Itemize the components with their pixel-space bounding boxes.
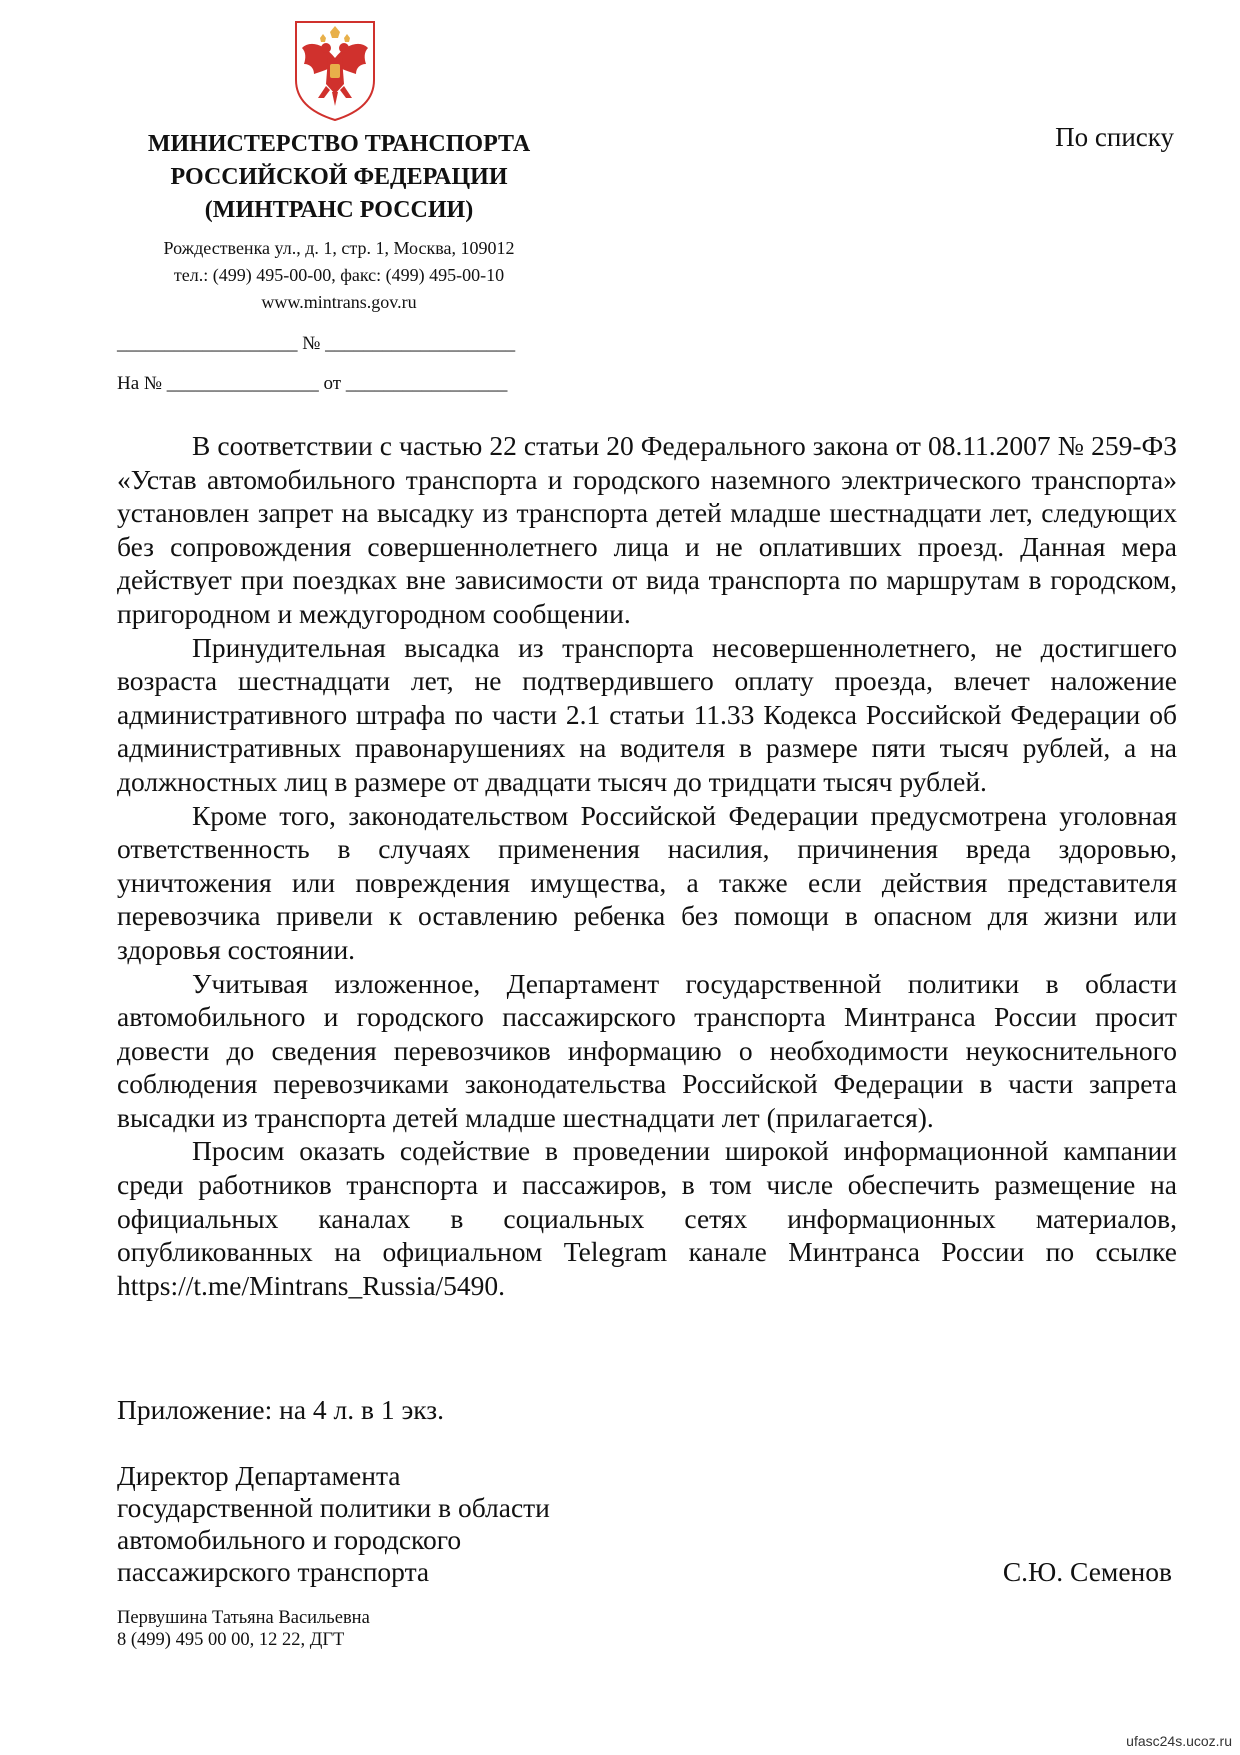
body-paragraph: Кроме того, законодательством Российской Федерации предусмотрена уголовная ответственность в случаях применения насилия, причинения вреда здоровью, уничтожения или повреждения имущества, а также если действия представителя перевозчика привели к оставлению ребенка без помощи в опасном для жизни или здоровья состоянии. xyxy=(117,799,1177,965)
signer-position-line: автомобильного и городского xyxy=(117,1524,462,1555)
ministry-name-line-3: (МИНТРАНС РОССИИ) xyxy=(204,197,474,223)
executor-name: Первушина Татьяна Васильевна xyxy=(117,1608,370,1628)
reference-number-line: На № ________________ от _________________ xyxy=(117,373,508,394)
registration-number-line: ___________________ № ____________________ xyxy=(117,333,516,354)
ministry-contacts xyxy=(100,235,578,316)
signer-position-line: пассажирского транспорта xyxy=(117,1556,430,1587)
executor-info xyxy=(117,1607,370,1651)
coat-of-arms-emblem xyxy=(290,18,380,123)
ministry-website: www.mintrans.gov.ru xyxy=(261,292,417,312)
signer-position xyxy=(117,1460,550,1588)
letter-body xyxy=(117,429,1177,1302)
signer-name: С.Ю. Семенов xyxy=(1002,1556,1172,1587)
body-paragraph: Учитывая изложенное, Департамент государственной политики в области автомобильного и городского пассажирского транспорта Минтранса России просит довести до сведения перевозчиков информацию о необходимости неукоснительного соблюдения перевозчиками законодательства Российской Федерации в части запрета высадки из транспорта детей младше шестнадцати лет (прилагается). xyxy=(117,967,1177,1133)
body-paragraph: Просим оказать содействие в проведении широкой информационной кампании среди работников транспорта и пассажиров, в том числе обеспечить размещение на официальных каналах в социальных сетях информационных материалов, опубликованных на официальном Telegram канале Минтранса России по ссылке https://t.me/Mintrans_Russia/5490. xyxy=(117,1135,1177,1301)
ministry-header xyxy=(100,128,578,316)
site-watermark: ufasc24s.ucoz.ru xyxy=(1126,1733,1232,1749)
ministry-name-line-2: РОССИЙСКОЙ ФЕДЕРАЦИИ xyxy=(170,164,508,190)
body-paragraph: Принудительная высадка из транспорта несовершеннолетнего, не достигшего возраста шестнадцати лет, не подтвердившего оплату проезда, влечет наложение административного штрафа по части 2.1 статьи 11.33 Кодекса Российской Федерации об административных правонарушениях на водителя в размере пяти тысяч рублей, а на должностных лиц в размере от двадцати тысяч до тридцати тысяч рублей. xyxy=(117,631,1177,797)
signer-position-line: государственной политики в области xyxy=(117,1492,550,1523)
attachment-note: Приложение: на 4 л. в 1 экз. xyxy=(117,1394,445,1425)
executor-contact: 8 (499) 495 00 00, 12 22, ДГТ xyxy=(117,1630,345,1650)
ministry-phone: тел.: (499) 495-00-00, факс: (499) 495-00-10 xyxy=(173,265,505,285)
ministry-name-line-1: МИНИСТЕРСТВО ТРАНСПОРТА xyxy=(147,131,531,157)
addressee: По списку xyxy=(1055,122,1174,152)
signer-position-line: Директор Департамента xyxy=(117,1460,401,1491)
ministry-address: Рождественка ул., д. 1, стр. 1, Москва, 109012 xyxy=(163,238,515,258)
body-paragraph: В соответствии с частью 22 статьи 20 Федерального закона от 08.11.2007 № 259-ФЗ «Устав автомобильного транспорта и городского наземного электрического транспорта» установлен запрет на высадку из транспорта детей младше шестнадцати лет, следующих без сопровождения совершеннолетнего лица и не оплативших проезд. Данная мера действует при поездках вне зависимости от вида транспорта по маршрутам в городском, пригородном и междугородном сообщении. xyxy=(117,430,1177,629)
